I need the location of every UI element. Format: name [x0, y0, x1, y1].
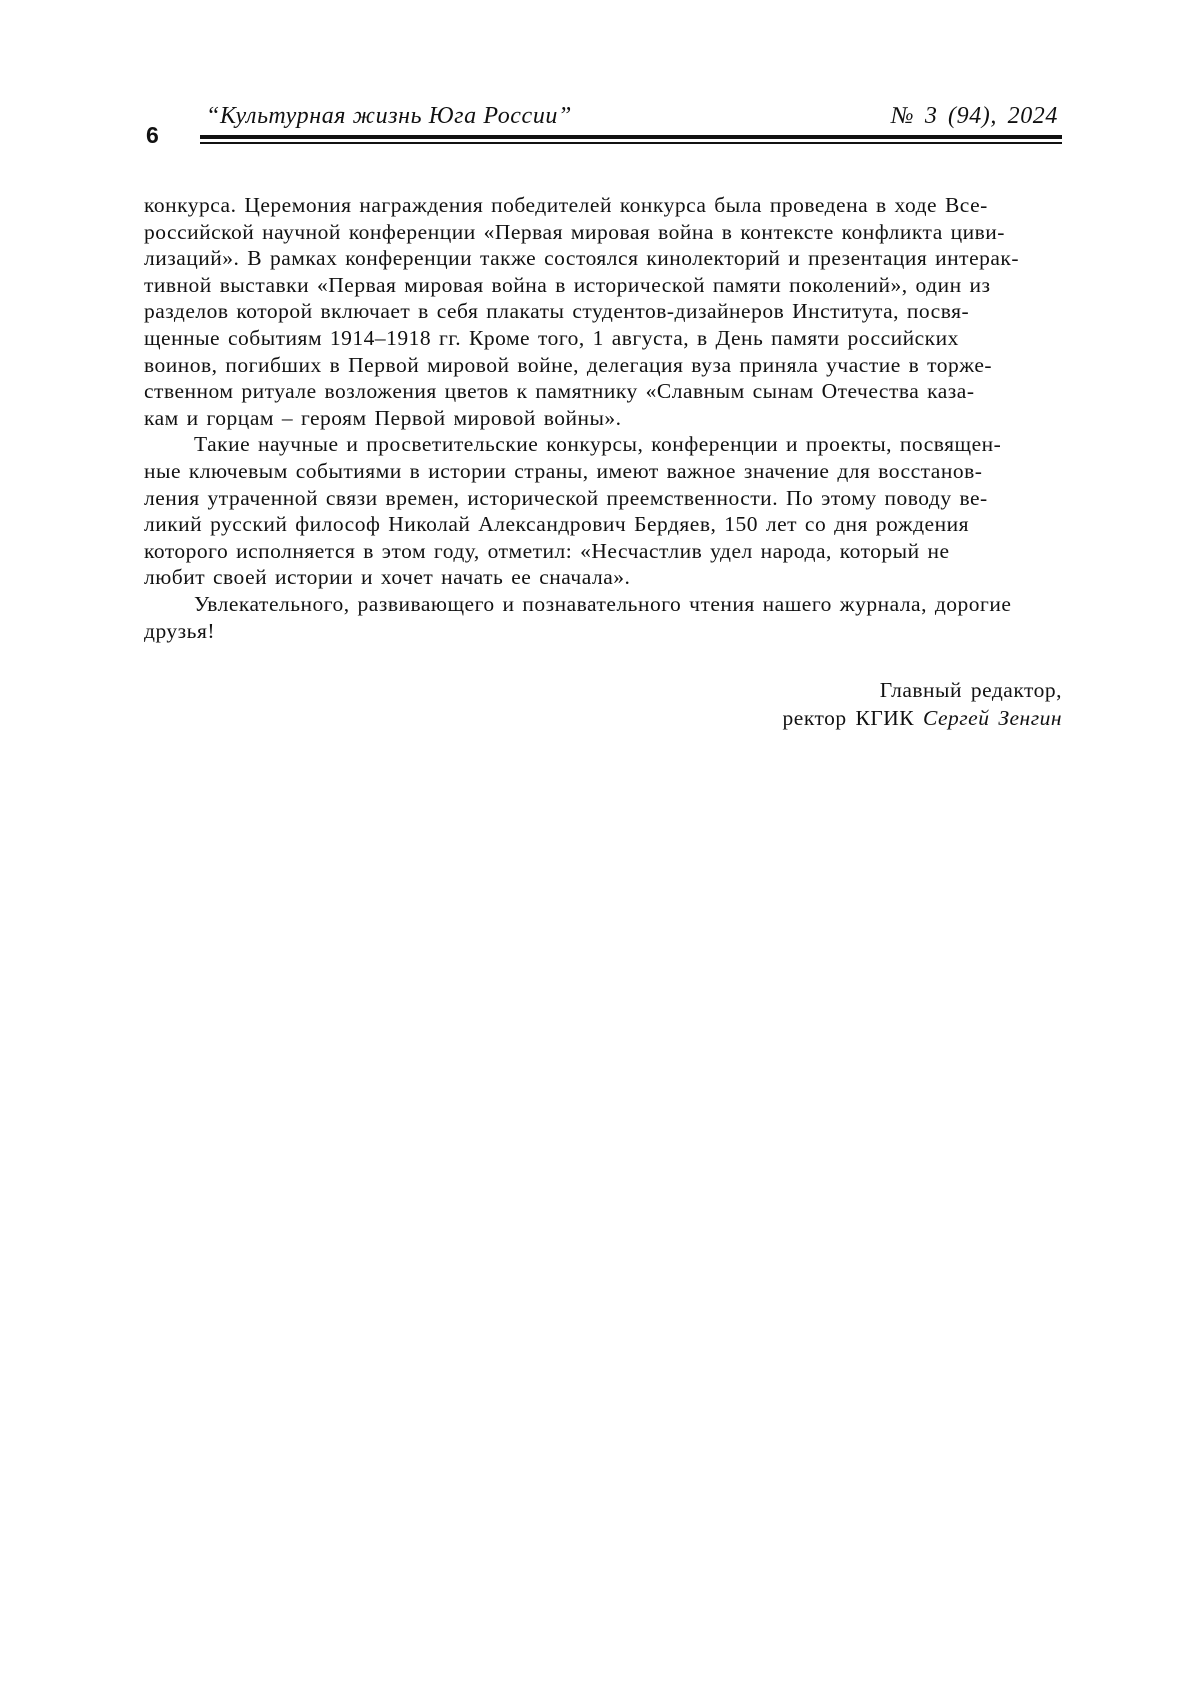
header-rule — [200, 135, 1062, 139]
signature-name: Сергей Зенгин — [923, 706, 1062, 730]
article-body — [144, 192, 1062, 644]
signature-role: ректор КГИК — [782, 706, 915, 730]
paragraph-1: конкурса. Церемония награждения победителей конкурса была проведена в ходе Все- российской научной конференции «Первая мировая война в контексте конфликта циви- лизаций». В рамках конференции также состоялся кинолекторий и презентация интерак- тивной выставки «Первая мировая война в исторической памяти поколений», один из разделов которой включает в себя плакаты студентов-дизайнеров Института, посвя- щенные событиям 1914–1918 гг. Кроме того, 1 августа, в День памяти российских воинов, погибших в Первой мировой войне, делегация вуза приняла участие в торже- ственном ритуале возложения цветов к памятнику «Славным сынам Отечества каза- кам и горцам – героям Первой мировой войны». — [144, 193, 1020, 430]
page-number: 6 — [146, 122, 159, 148]
running-head — [200, 99, 1062, 133]
signature-block — [783, 676, 1062, 732]
paragraph-2: Такие научные и просветительские конкурсы, конференции и проекты, посвящен- ные ключевым событиями в истории страны, имеют важное значение для восстанов- ления утраченной связи времен, исторической преемственности. По этому поводу ве- ликий русский философ Николай Александрович Бердяев, 150 лет со дня рождения которого исполняется в этом году, отметил: «Несчастлив удел народа, который не любит своей истории и хочет начать ее сначала». — [144, 432, 1002, 590]
issue-info: № 3 (94), 2024 — [890, 103, 1058, 129]
journal-title: “Культурная жизнь Юга России” — [206, 103, 572, 129]
signature-line — [783, 704, 1062, 732]
header-rule-thin — [200, 142, 1062, 144]
paragraph-3: Увлекательного, развивающего и познавательного чтения нашего журнала, дорогие друзья! — [144, 591, 1012, 643]
signature-position: Главный редактор, — [879, 678, 1062, 702]
